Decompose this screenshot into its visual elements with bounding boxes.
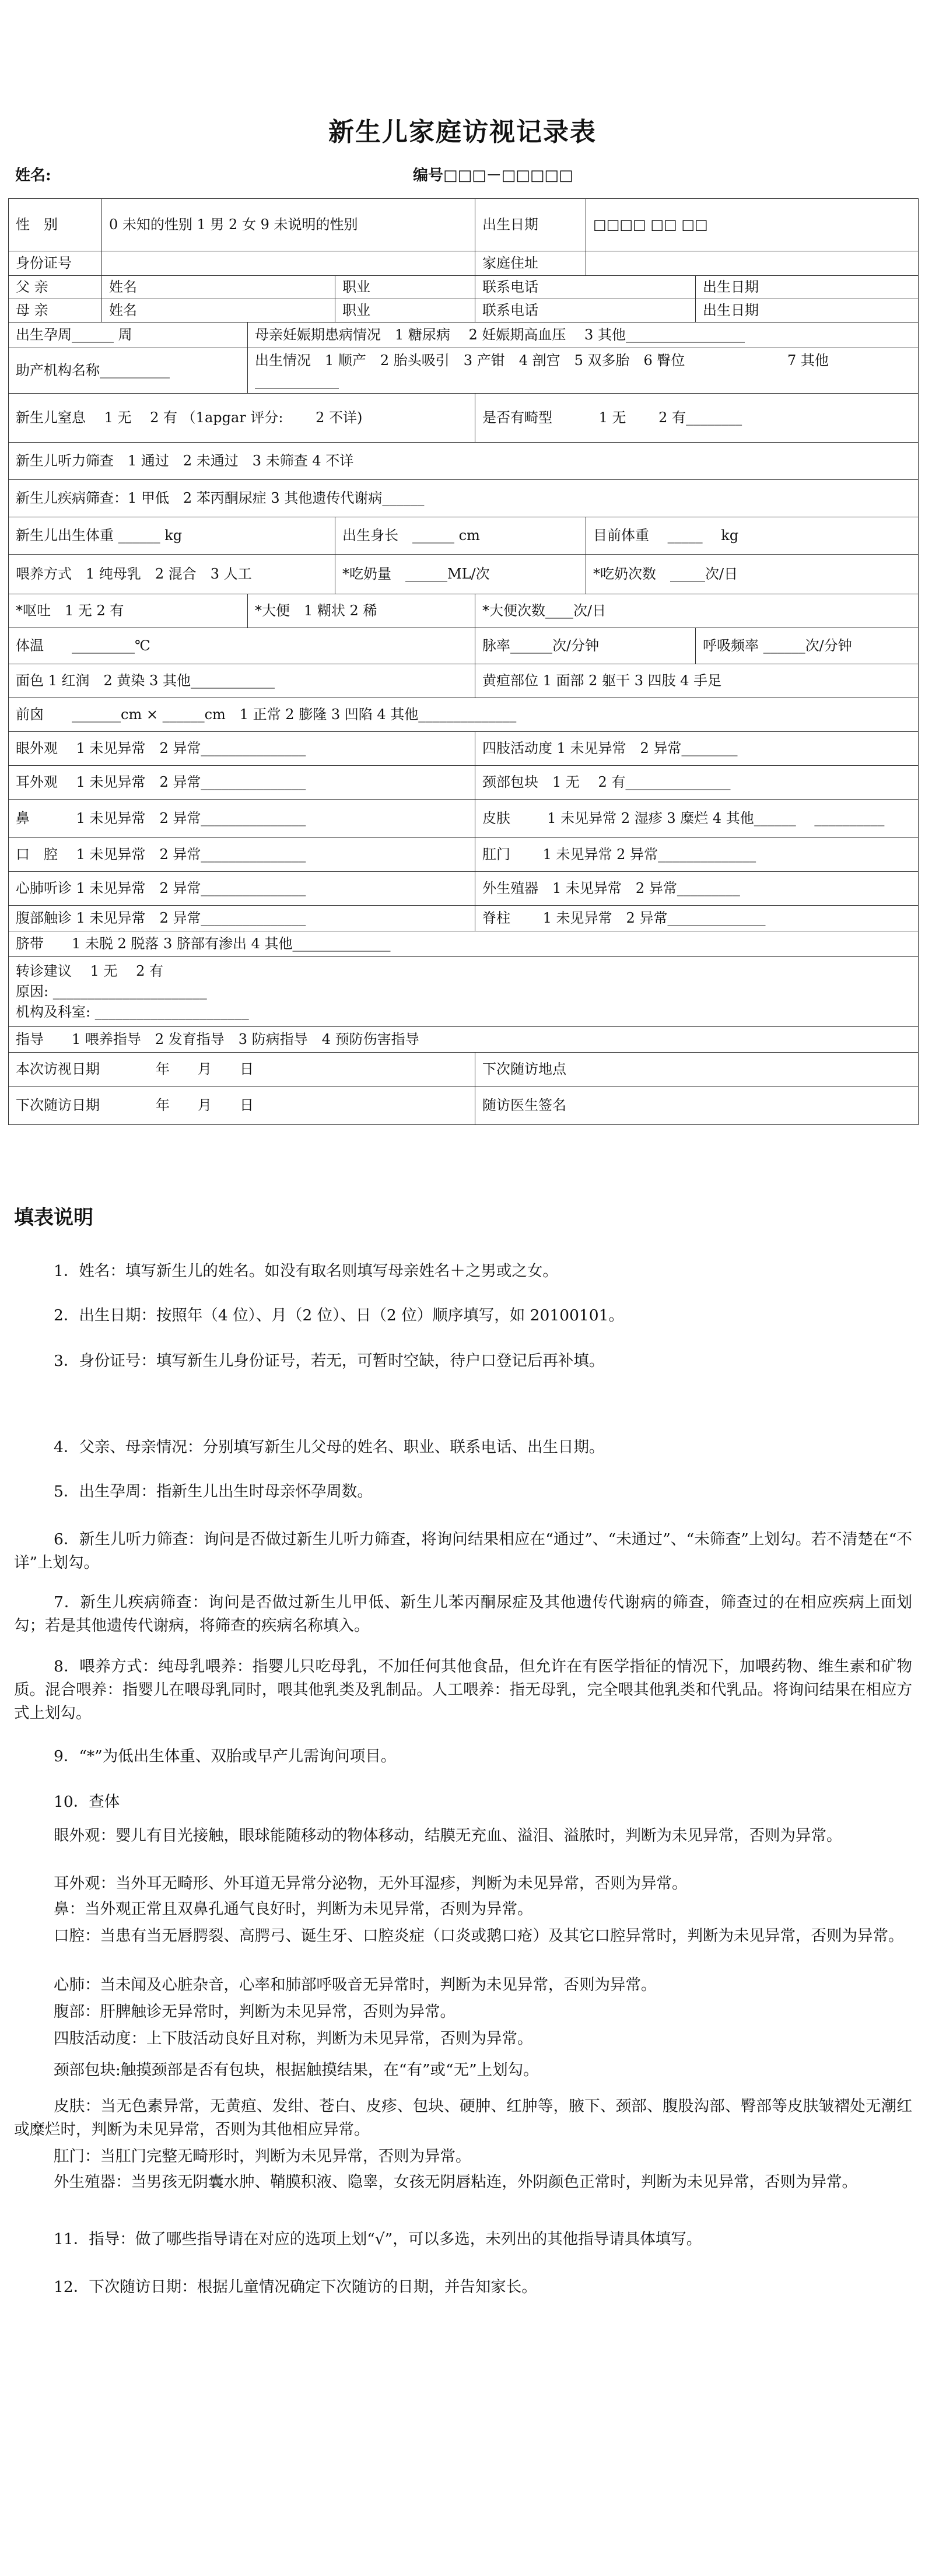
guidance-field[interactable]: 指导 1 喂养指导 2 发育指导 3 防病指导 4 预防伤害指导 bbox=[9, 1027, 919, 1053]
vomit-field[interactable]: *呕吐 1 无 2 有 bbox=[9, 594, 248, 628]
pulse-field[interactable]: 脉率______次/分钟 bbox=[475, 628, 696, 664]
gender-label: 性 别 bbox=[9, 199, 102, 251]
birth-date-field[interactable]: □□□□ □□ □□ bbox=[586, 199, 919, 251]
fontanelle-field[interactable]: 前囟 _______cm × ______cm 1 正常 2 膨隆 3 凹陷 4 其他______________ bbox=[9, 698, 919, 732]
address-field[interactable] bbox=[586, 251, 919, 276]
malformation-field[interactable]: 是否有畸型 1 无 2 有________ bbox=[475, 394, 919, 443]
instruction-item: 6．新生儿听力筛查：询问是否做过新生儿听力筛查，将询问结果相应在“通过”、“未通过”、“未筛查”上划勾。若不清楚在“不详”上划勾。 bbox=[14, 1530, 912, 1572]
exam-instruction: 肛门：当肛门完整无畸形时，判断为未见异常，否则为异常。 bbox=[54, 2147, 471, 2165]
feeding-method-field[interactable]: 喂养方式 1 纯母乳 2 混合 3 人工 bbox=[9, 555, 335, 594]
mother-job-field[interactable]: 职业 bbox=[335, 299, 475, 323]
mouth-field[interactable]: 口 腔 1 未见异常 2 异常_______________ bbox=[9, 838, 475, 872]
maternal-illness-field[interactable]: 母亲妊娠期患病情况 1 糖尿病 2 妊娠期高血压 3 其他_________________ bbox=[248, 323, 919, 348]
spine-field[interactable]: 脊柱 1 未见异常 2 异常______________ bbox=[475, 906, 919, 931]
umbilicus-field[interactable]: 脐带 1 未脱 2 脱落 3 脐部有渗出 4 其他______________ bbox=[9, 931, 919, 957]
father-birth-field[interactable]: 出生日期 bbox=[696, 276, 919, 299]
limbs-field[interactable]: 四肢活动度 1 未见异常 2 异常________ bbox=[475, 732, 919, 766]
stool-times-field[interactable]: *大便次数____次/日 bbox=[475, 594, 919, 628]
exam-instruction: 腹部：肝脾触诊无异常时，判断为未见异常，否则为异常。 bbox=[54, 2003, 456, 2021]
birth-date-label: 出生日期 bbox=[475, 199, 586, 251]
gestation-field[interactable]: 出生孕周______ 周 bbox=[9, 323, 248, 348]
instruction-item: 2．出生日期：按照年（4 位）、月（2 位）、日（2 位）顺序填写，如 20100101。 bbox=[54, 1306, 625, 1324]
gender-options[interactable]: 0 未知的性别 1 男 2 女 9 未说明的性别 bbox=[102, 199, 475, 251]
name-label: 姓名: bbox=[15, 167, 51, 184]
hearing-screen-field[interactable]: 新生儿听力筛查 1 通过 2 未通过 3 未筛查 4 不详 bbox=[9, 443, 919, 480]
id-number-label: 身份证号 bbox=[9, 251, 102, 276]
neck-mass-field[interactable]: 颈部包块 1 无 2 有_______________ bbox=[475, 766, 919, 800]
visit-date-field[interactable]: 本次访视日期 年 月 日 bbox=[9, 1053, 475, 1087]
doctor-signature-field[interactable]: 随访医生签名 bbox=[475, 1087, 919, 1125]
father-phone-field[interactable]: 联系电话 bbox=[475, 276, 696, 299]
nose-field[interactable]: 鼻 1 未见异常 2 异常_______________ bbox=[9, 800, 475, 838]
instruction-item: 9．“*”为低出生体重、双胎或早产儿需询问项目。 bbox=[54, 1747, 397, 1765]
mother-label: 母 亲 bbox=[9, 299, 102, 323]
exam-instruction: 颈部包块:触摸颈部是否有包块，根据触摸结果，在“有”或“无”上划勾。 bbox=[54, 2061, 539, 2079]
father-job-field[interactable]: 职业 bbox=[335, 276, 475, 299]
page-title: 新生儿家庭访视记录表 bbox=[328, 117, 597, 147]
referral-field[interactable] bbox=[9, 957, 919, 1027]
next-visit-date-field[interactable]: 下次随访日期 年 月 日 bbox=[9, 1087, 475, 1125]
ear-field[interactable]: 耳外观 1 未见异常 2 异常_______________ bbox=[9, 766, 475, 800]
heart-lung-field[interactable]: 心肺听诊 1 未见异常 2 异常_______________ bbox=[9, 872, 475, 906]
visit-record-form bbox=[8, 198, 919, 1125]
instruction-item: 5．出生孕周：指新生儿出生时母亲怀孕周数。 bbox=[54, 1482, 373, 1501]
exam-instruction: 四肢活动度：上下肢活动良好且对称，判断为未见异常，否则为异常。 bbox=[54, 2030, 533, 2048]
instruction-item: 8．喂养方式：纯母乳喂养：指婴儿只吃母乳，不加任何其他食品，但允许在有医学指征的情况下，加喂药物、维生素和矿物质。混合喂养：指婴儿在喂母乳同时，喂其他乳类及乳制品。人工喂养：指无母乳，完全喂其他乳类和代乳品。将询问结果在相应方式上划勾。 bbox=[14, 1657, 912, 1722]
current-weight-field[interactable]: 目前体重 _____ kg bbox=[586, 517, 919, 555]
anus-field[interactable]: 肛门 1 未见异常 2 异常______________ bbox=[475, 838, 919, 872]
id-number-field[interactable] bbox=[102, 251, 475, 276]
birth-weight-field[interactable]: 新生儿出生体重 ______ kg bbox=[9, 517, 335, 555]
instruction-item: 1．姓名：填写新生儿的姓名。如没有取名则填写母亲姓名＋之男或之女。 bbox=[54, 1262, 558, 1280]
instruction-item: 4．父亲、母亲情况：分别填写新生儿父母的姓名、职业、联系电话、出生日期。 bbox=[54, 1438, 605, 1456]
birth-situation-field[interactable]: 出生情况 1 顺产 2 胎头吸引 3 产钳 4 剖宫 5 双多胎 6 臀位 7 其他____________ bbox=[248, 348, 919, 394]
exam-instruction: 口腔：当患有当无唇腭裂、高腭弓、诞生牙、口腔炎症（口炎或鹅口疮）及其它口腔异常时，判断为未见异常，否则为异常。 bbox=[54, 1927, 904, 1945]
eye-field[interactable]: 眼外观 1 未见异常 2 异常_______________ bbox=[9, 732, 475, 766]
instruction-item: 11．指导：做了哪些指导请在对应的选项上划“√”，可以多选，未列出的其他指导请具体填写。 bbox=[54, 2230, 702, 2248]
referral-reason[interactable]: 原因: ______________________ bbox=[16, 983, 207, 1000]
address-label: 家庭住址 bbox=[475, 251, 586, 276]
exam-instruction: 心肺：当未闻及心脏杂音，心率和肺部呼吸音无异常时，判断为未见异常，否则为异常。 bbox=[54, 1976, 657, 1994]
mother-phone-field[interactable]: 联系电话 bbox=[475, 299, 696, 323]
complexion-field[interactable]: 面色 1 红润 2 黄染 3 其他____________ bbox=[9, 664, 475, 698]
exam-instruction: 鼻：当外观正常且双鼻孔通气良好时，判断为未见异常，否则为异常。 bbox=[54, 1900, 533, 1918]
exam-instruction: 外生殖器：当男孩无阴囊水肿、鞘膜积液、隐睾，女孩无阴唇粘连，外阴颜色正常时，判断为未见异常，否则为异常。 bbox=[54, 2173, 857, 2191]
jaundice-field[interactable]: 黄疸部位 1 面部 2 躯干 3 四肢 4 手足 bbox=[475, 664, 919, 698]
midwife-org-field[interactable]: 助产机构名称__________ bbox=[9, 348, 248, 394]
exam-instruction: 皮肤：当无色素异常，无黄疸、发绀、苍白、皮疹、包块、硬肿、红肿等，腋下、颈部、腹股沟部、臀部等皮肤皱褶处无潮红或糜烂时，判断为未见异常，否则为其他相应异常。 bbox=[14, 2097, 912, 2139]
referral-options[interactable]: 转诊建议 1 无 2 有 bbox=[16, 963, 164, 980]
instruction-item: 10．查体 bbox=[54, 1793, 120, 1811]
stool-field[interactable]: *大便 1 糊状 2 稀 bbox=[248, 594, 475, 628]
milk-amount-field[interactable]: *吃奶量 ______ML/次 bbox=[335, 555, 586, 594]
exam-instruction: 眼外观：婴儿有目光接触，眼球能随移动的物体移动，结膜无充血、溢泪、溢脓时，判断为未见异常，否则为异常。 bbox=[54, 1827, 842, 1845]
instruction-item: 12．下次随访日期：根据儿童情况确定下次随访的日期，并告知家长。 bbox=[54, 2278, 537, 2296]
milk-times-field[interactable]: *吃奶次数 _____次/日 bbox=[586, 555, 919, 594]
birth-length-field[interactable]: 出生身长 ______ cm bbox=[335, 517, 586, 555]
skin-field[interactable]: 皮肤 1 未见异常 2 湿疹 3 糜烂 4 其他______ __________ bbox=[475, 800, 919, 838]
referral-org-dept[interactable]: 机构及科室: ______________________ bbox=[16, 1003, 249, 1020]
mother-name-field[interactable]: 姓名 bbox=[102, 299, 335, 323]
instruction-item: 3．身份证号：填写新生儿身份证号，若无，可暂时空缺，待户口登记后再补填。 bbox=[54, 1352, 605, 1370]
genitals-field[interactable]: 外生殖器 1 未见异常 2 异常_________ bbox=[475, 872, 919, 906]
instruction-item: 7．新生儿疾病筛查：询问是否做过新生儿甲低、新生儿苯丙酮尿症及其他遗传代谢病的筛查，筛查过的在相应疾病上面划勾；若是其他遗传代谢病，将筛查的疾病名称填入。 bbox=[14, 1593, 912, 1635]
temperature-field[interactable]: 体温 _________℃ bbox=[9, 628, 475, 664]
instructions-heading: 填表说明 bbox=[14, 1206, 93, 1229]
father-name-field[interactable]: 姓名 bbox=[102, 276, 335, 299]
mother-birth-field[interactable]: 出生日期 bbox=[696, 299, 919, 323]
next-visit-place-field[interactable]: 下次随访地点 bbox=[475, 1053, 919, 1087]
exam-instruction: 耳外观：当外耳无畸形、外耳道无异常分泌物，无外耳湿疹，判断为未见异常，否则为异常。 bbox=[54, 1874, 688, 1892]
disease-screen-field[interactable]: 新生儿疾病筛查：1 甲低 2 苯丙酮尿症 3 其他遗传代谢病______ bbox=[9, 480, 919, 517]
respiration-field[interactable]: 呼吸频率 ______次/分钟 bbox=[696, 628, 919, 664]
asphyxia-field[interactable]: 新生儿窒息 1 无 2 有 （1apgar 评分: 2 不详) bbox=[9, 394, 475, 443]
abdomen-field[interactable]: 腹部触诊 1 未见异常 2 异常_______________ bbox=[9, 906, 475, 931]
father-label: 父 亲 bbox=[9, 276, 102, 299]
record-number-label: 编号□□□－□□□□□ bbox=[413, 167, 573, 184]
